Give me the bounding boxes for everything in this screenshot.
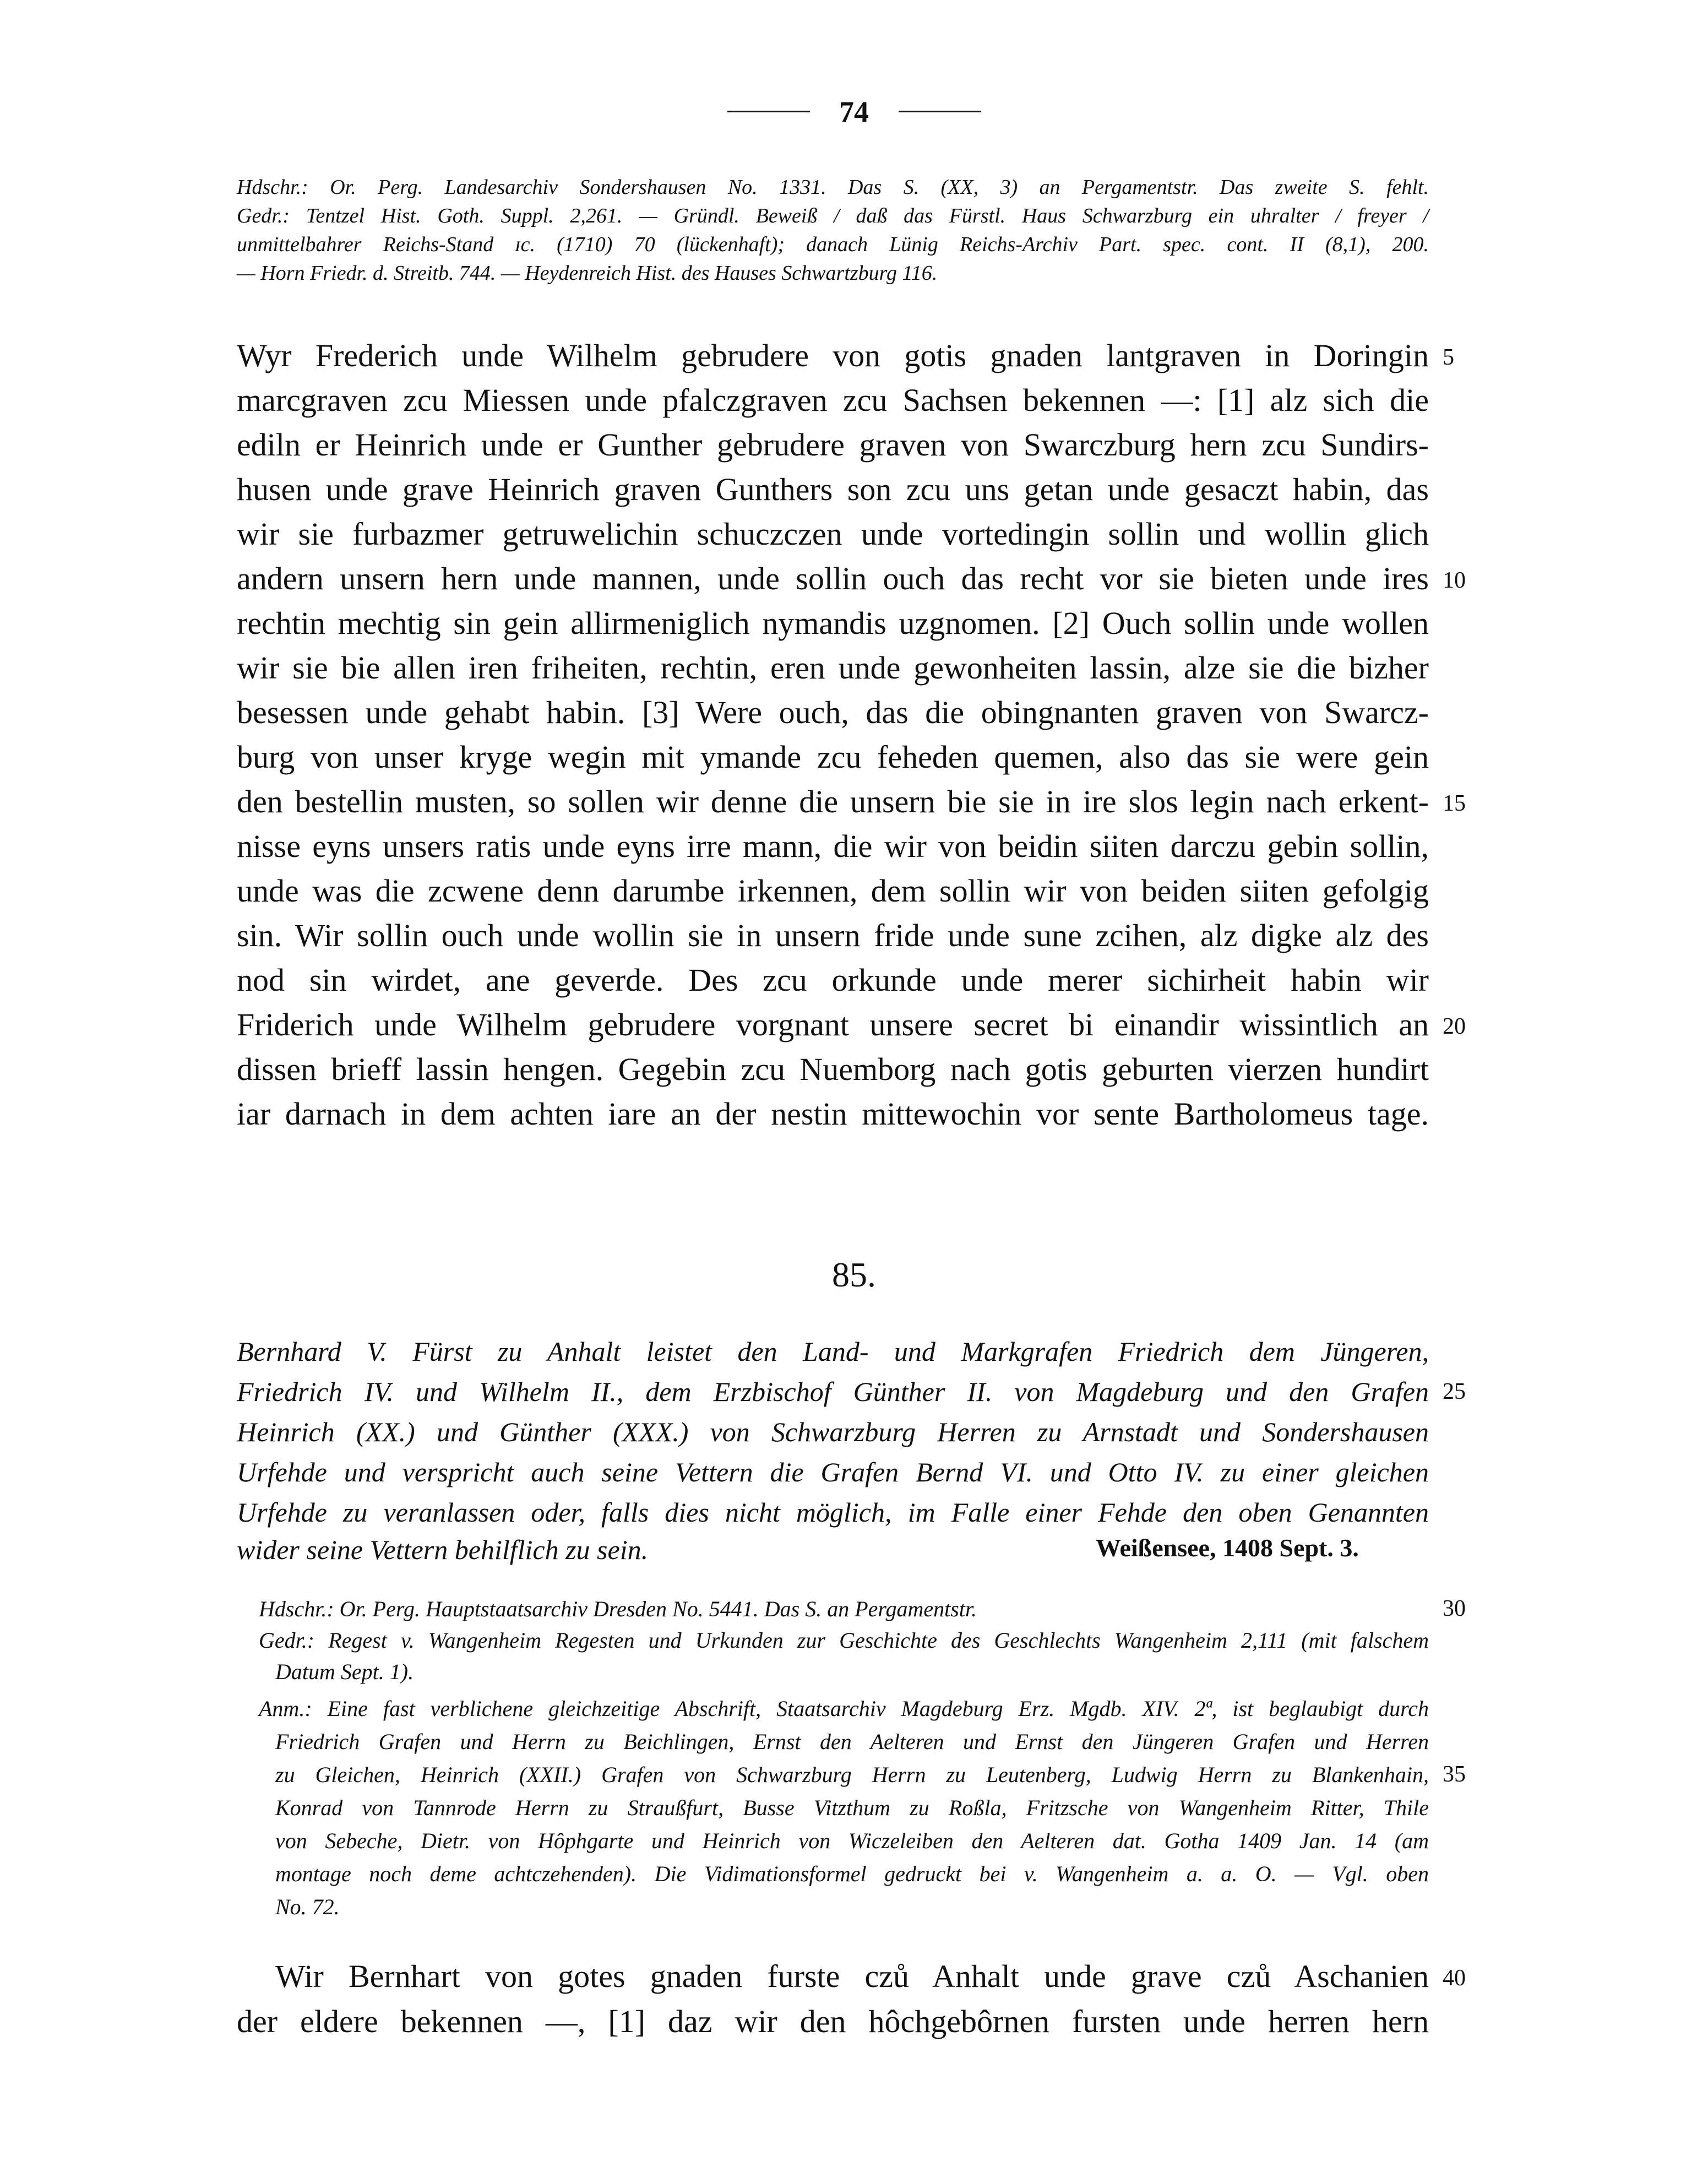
line-number: 40 (1443, 1965, 1466, 1991)
line-number: 25 (1443, 1379, 1466, 1404)
line-number: 15 (1443, 791, 1466, 816)
line-number: 5 (1443, 345, 1454, 370)
page-header (0, 94, 1708, 127)
line-number: 35 (1443, 1762, 1466, 1787)
regest-date: Weißensee, 1408 Sept. 3. (1096, 1534, 1359, 1562)
document-number: 85. (832, 1255, 876, 1294)
line-number: 30 (1443, 1596, 1466, 1621)
line-number: 20 (1443, 1014, 1466, 1039)
header-rule-right (899, 111, 981, 112)
page-number: 74 (839, 95, 869, 128)
header-rule-left (727, 111, 810, 112)
line-number: 10 (1443, 568, 1466, 593)
